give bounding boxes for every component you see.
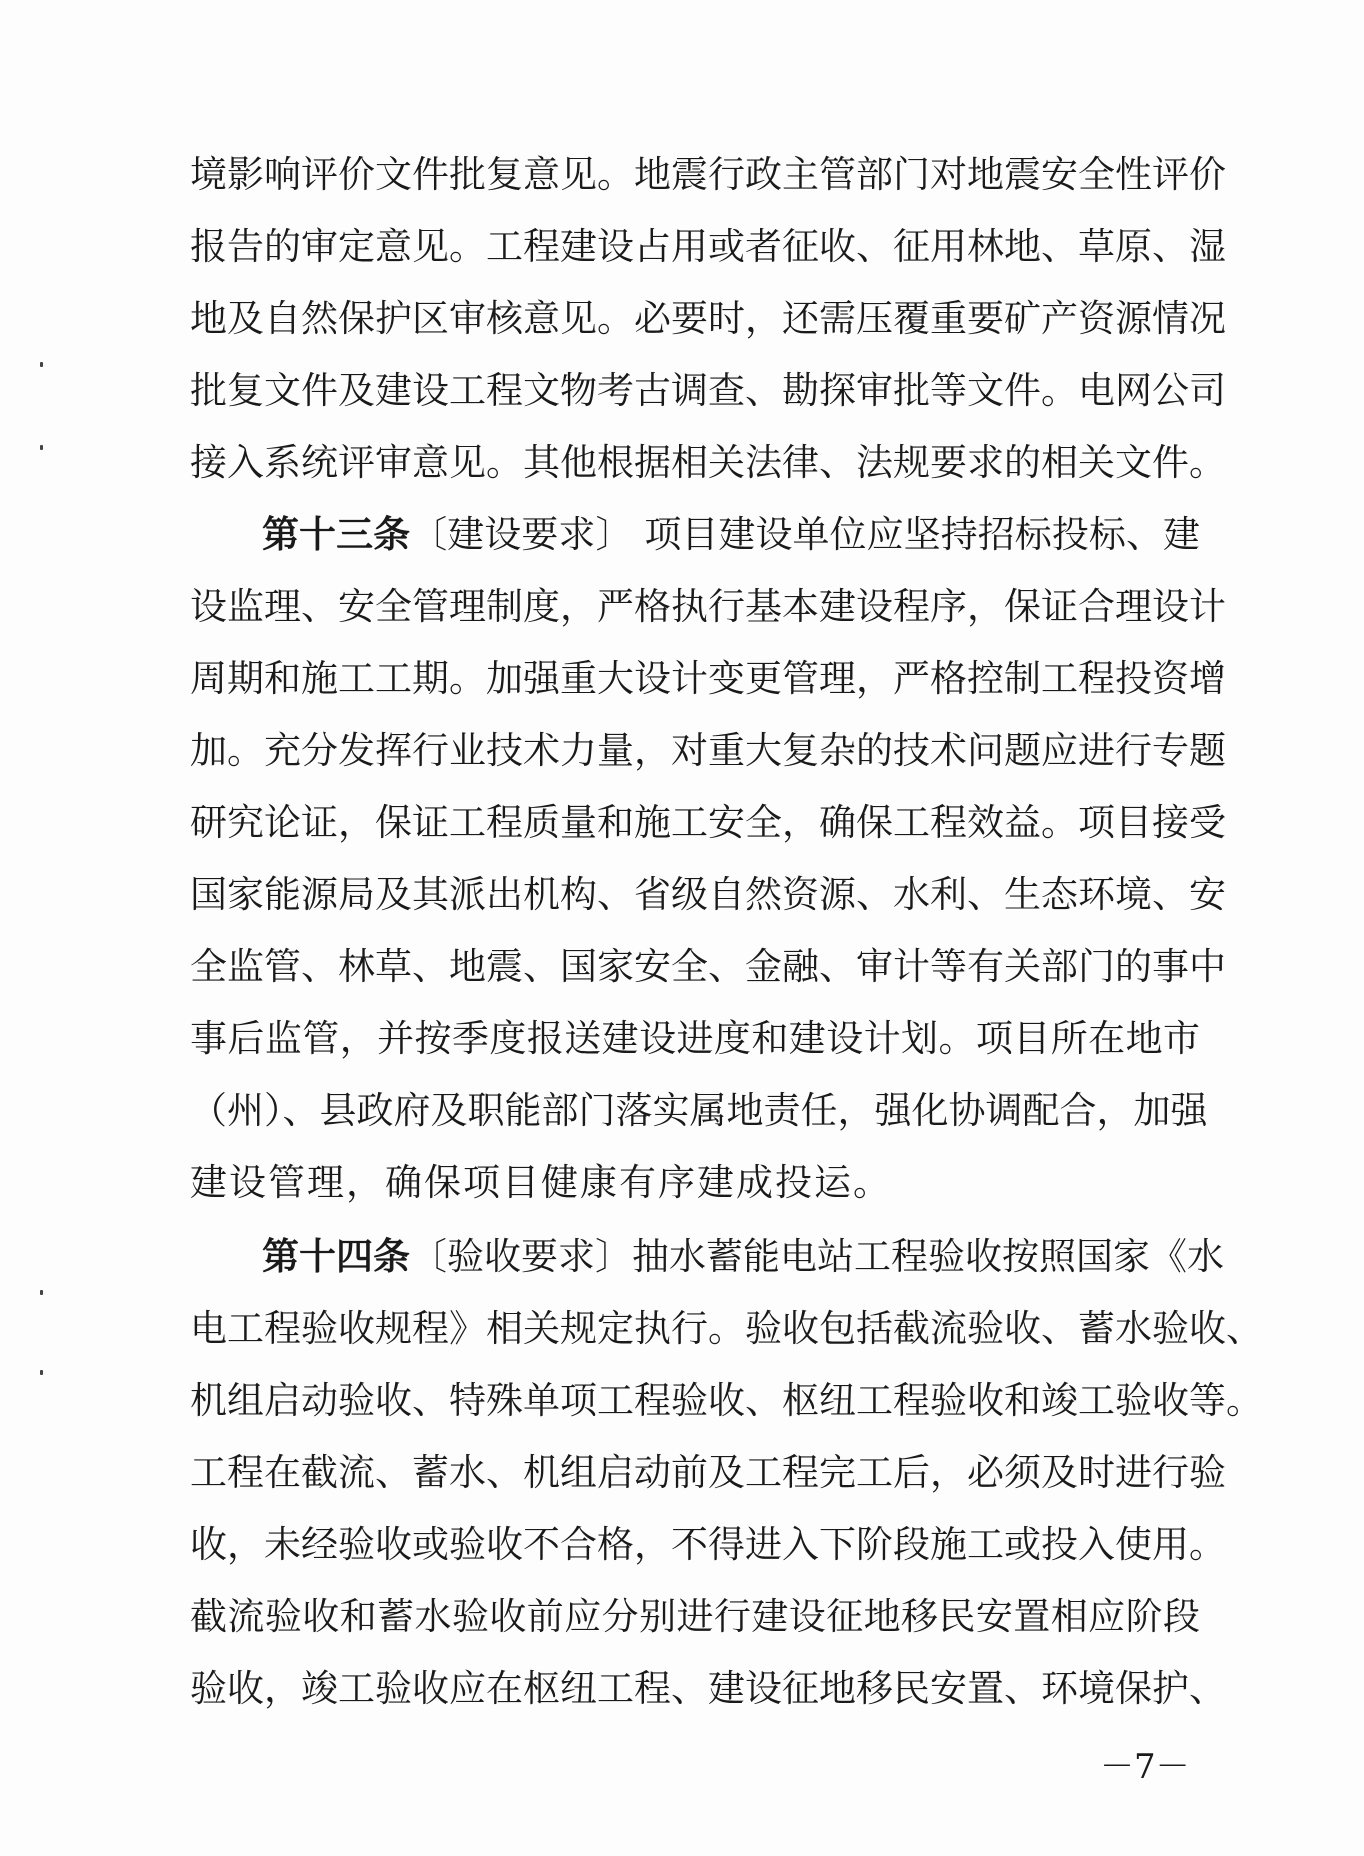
text-line: 接入系统评审意见。其他根据相关法律、法规要求的相关文件。 <box>190 441 1226 484</box>
scan-speck <box>40 1370 43 1375</box>
article-13-first-line <box>262 510 1200 560</box>
text-line: 机组启动验收、特殊单项工程验收、枢纽工程验收和竣工验收等。 <box>190 1379 1263 1422</box>
scan-speck <box>40 362 43 367</box>
text-line: 国家能源局及其派出机构、省级自然资源、水利、生态环境、安 <box>190 873 1226 916</box>
text-line: 批复文件及建设工程文物考古调查、勘探审批等文件。电网公司 <box>190 369 1226 412</box>
page-number: －7－ <box>1100 1747 1190 1787</box>
text-line: 建设管理，确保项目健康有序建成投运。 <box>190 1161 892 1204</box>
article-13-bracket-title: 〔建设要求〕 <box>410 513 633 556</box>
article-13-heading: 第十三条 <box>262 513 411 556</box>
article-14-first-line <box>262 1232 1224 1282</box>
scan-speck <box>40 1290 43 1295</box>
text-line: 境影响评价文件批复意见。地震行政主管部门对地震安全性评价 <box>190 153 1226 196</box>
text-line: 报告的审定意见。工程建设占用或者征收、征用林地、草原、湿 <box>190 225 1226 268</box>
text-line: 工程在截流、蓄水、机组启动前及工程完工后，必须及时进行验 <box>190 1451 1226 1494</box>
text-line: 截流验收和蓄水验收前应分别进行建设征地移民安置相应阶段 <box>190 1595 1200 1638</box>
text-line: 地及自然保护区审核意见。必要时，还需压覆重要矿产资源情况 <box>190 297 1226 340</box>
text-line: 电工程验收规程》相关规定执行。验收包括截流验收、蓄水验收、 <box>190 1307 1263 1350</box>
text-line: 全监管、林草、地震、国家安全、金融、审计等有关部门的事中 <box>190 945 1226 988</box>
text-line: 事后监管，并按季度报送建设进度和建设计划。项目所在地市 <box>190 1017 1200 1060</box>
text-line: 研究论证，保证工程质量和施工安全，确保工程效益。项目接受 <box>190 801 1226 844</box>
text-line: 收，未经验收或验收不合格，不得进入下阶段施工或投入使用。 <box>190 1523 1226 1566</box>
scan-speck <box>40 445 43 450</box>
text-line: 设监理、安全管理制度，严格执行基本建设程序，保证合理设计 <box>190 585 1226 628</box>
text-line: 加。充分发挥行业技术力量，对重大复杂的技术问题应进行专题 <box>190 729 1226 772</box>
article-14-heading: 第十四条 <box>262 1235 410 1278</box>
text-line: 验收，竣工验收应在枢纽工程、建设征地移民安置、环境保护、 <box>190 1667 1226 1710</box>
article-14-first-line-text: 抽水蓄能电站工程验收按照国家《水 <box>632 1235 1224 1278</box>
article-13-first-line-text: 项目建设单位应坚持招标投标、建 <box>644 513 1201 556</box>
text-line: 周期和施工工期。加强重大设计变更管理，严格控制工程投资增 <box>190 657 1226 700</box>
article-14-bracket-title: 〔验收要求〕 <box>410 1235 632 1278</box>
text-line: （州）、县政府及职能部门落实属地责任，强化协调配合，加强 <box>190 1089 1208 1132</box>
